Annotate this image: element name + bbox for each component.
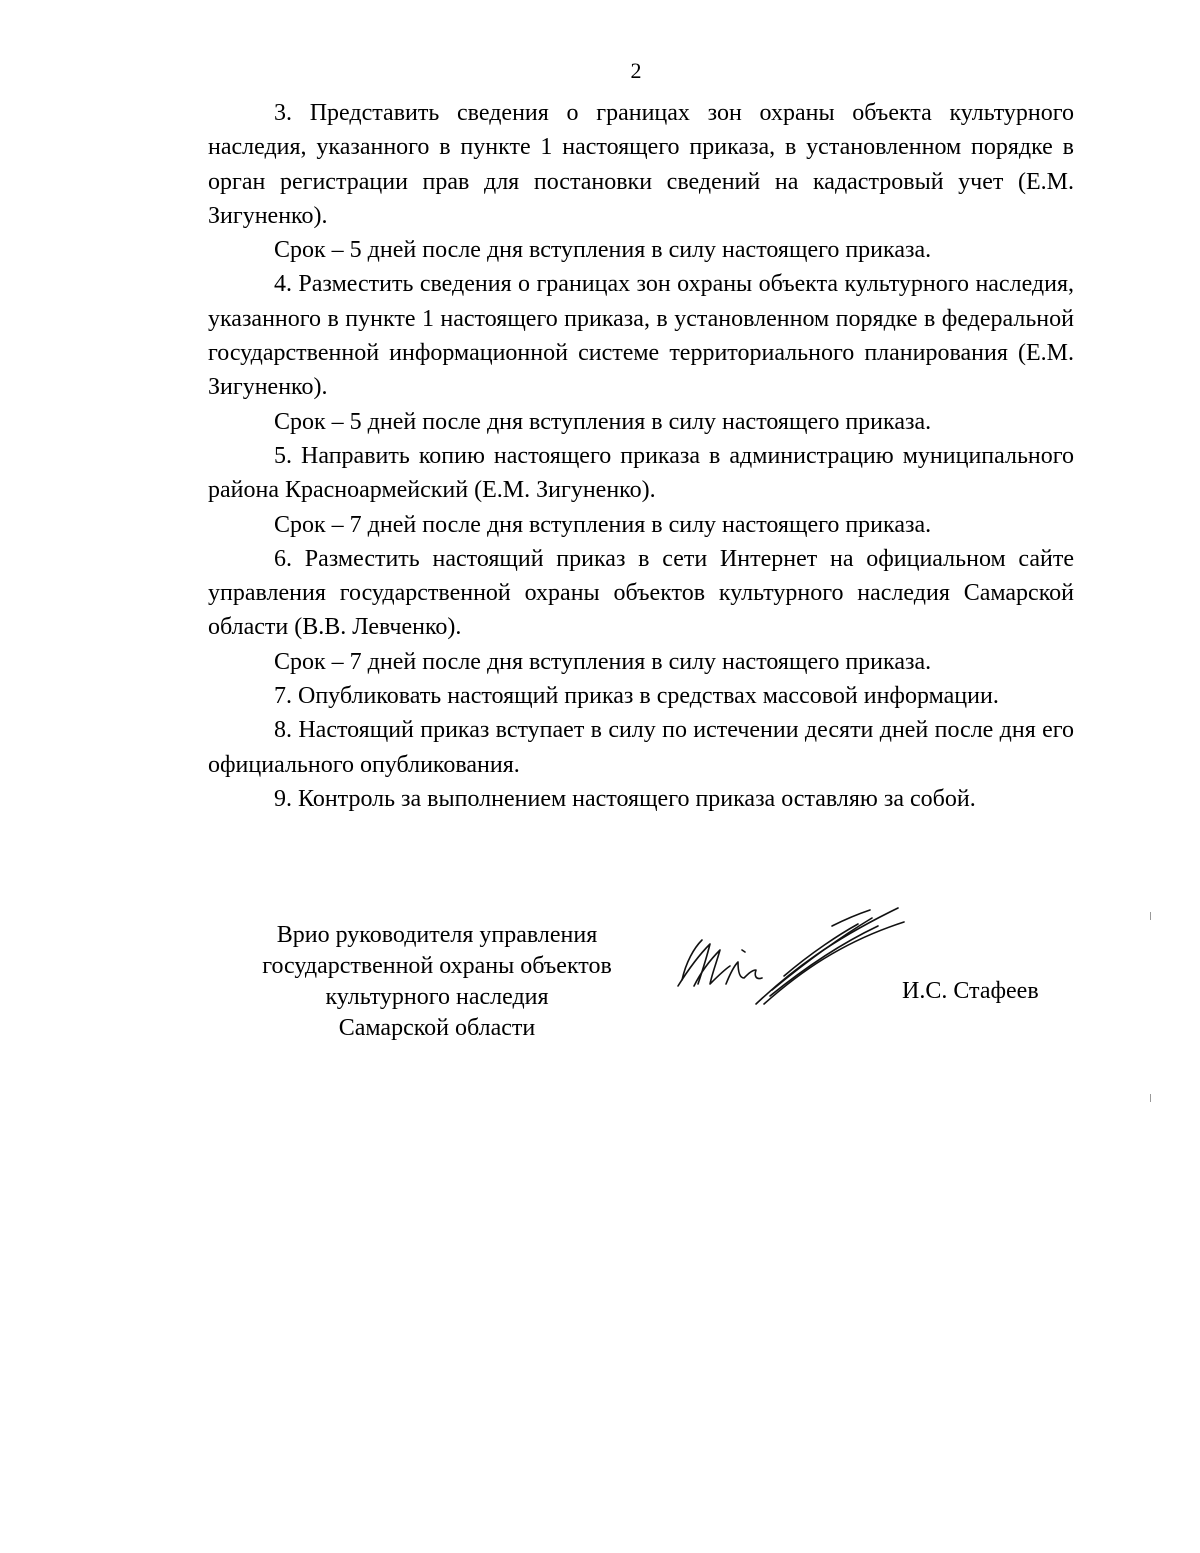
paragraph-item-5: 5. Направить копию настоящего приказа в администрацию муниципального района Красноармейский (Е.М. Зигуненко). [208, 442, 1074, 504]
deadline-item-3: Срок – 5 дней после дня вступления в силу настоящего приказа. [274, 237, 932, 264]
deadline-item-4: Срок – 5 дней после дня вступления в силу настоящего приказа. [274, 408, 932, 435]
paragraph-item-3: 3. Представить сведения о границах зон охраны объекта культурного наследия, указанного в пункте 1 настоящего приказа, в установленном порядке в орган регистрации прав для постановки сведений на кадастровый учет (Е.М. Зигуненко). [208, 100, 1074, 229]
order-body [208, 96, 1074, 816]
paragraph-item-8: 8. Настоящий приказ вступает в силу по истечении десяти дней после дня его официального опубликования. [208, 717, 1074, 778]
paragraph-item-9: 9. Контроль за выполнением настоящего приказа оставляю за собой. [274, 785, 976, 812]
scan-mark [1150, 1094, 1151, 1102]
page-number: 2 [630, 58, 642, 83]
position-line: государственной охраны объектов [262, 953, 612, 979]
position-line: Самарской области [338, 1015, 536, 1041]
handwritten-signature [672, 900, 912, 1020]
position-line: культурного наследия [325, 984, 549, 1010]
deadline-item-6: Срок – 7 дней после дня вступления в силу настоящего приказа. [274, 648, 932, 675]
signatory-position [232, 920, 642, 1044]
paragraph-item-6: 6. Разместить настоящий приказ в сети Интернет на официальном сайте управления государственной охраны объектов культурного наследия Самарской области (В.В. Левченко). [208, 545, 1074, 641]
signer-name: И.С. Стафеев [902, 978, 1039, 1004]
position-line: Врио руководителя управления [276, 922, 598, 948]
paragraph-item-4: 4. Разместить сведения о границах зон охраны объекта культурного наследия, указанного в пункте 1 настоящего приказа, в установленном порядке в федеральной государственной информационной системе территориального планирования (Е.М. Зигуненко). [208, 271, 1074, 401]
deadline-item-5: Срок – 7 дней после дня вступления в силу настоящего приказа. [274, 511, 932, 538]
scan-mark [1150, 912, 1151, 920]
paragraph-item-7: 7. Опубликовать настоящий приказ в средствах массовой информации. [274, 683, 999, 710]
